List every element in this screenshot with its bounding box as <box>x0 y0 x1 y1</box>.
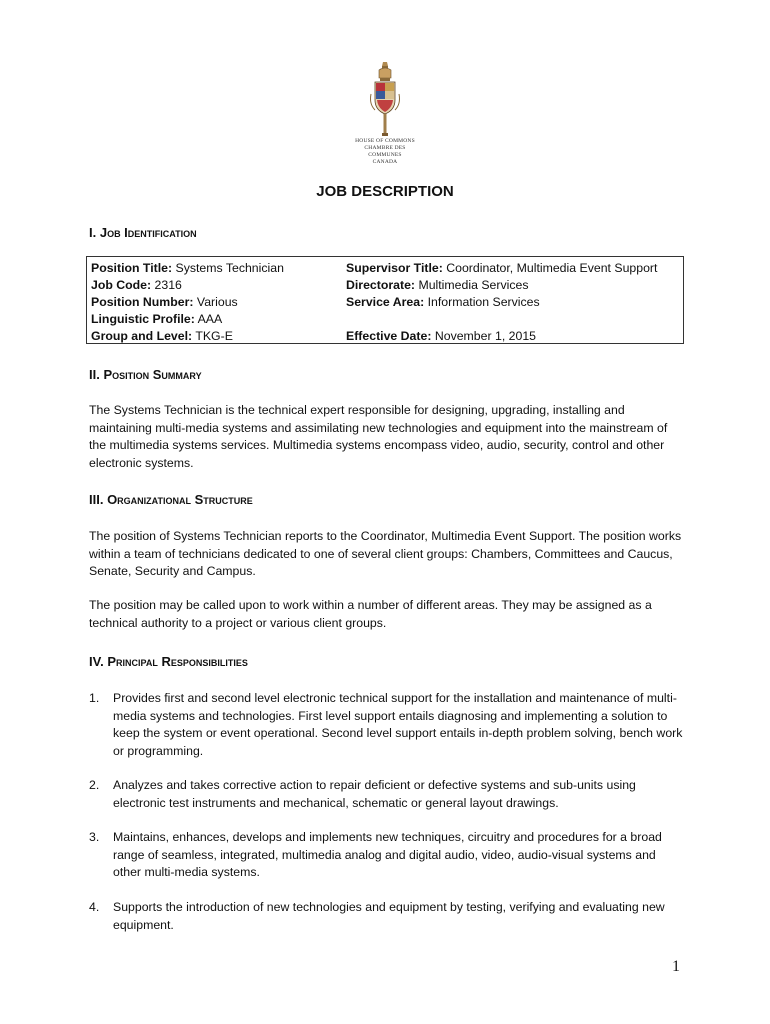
service-area-label: Service Area: <box>346 295 425 309</box>
responsibility-text: Maintains, enhances, develops and implements new techniques, circuitry and procedures for a broad range of seamless, integrated, multimedia analog and digital audio, video, audio-visual systems and other multi-media systems. <box>113 830 662 879</box>
position-title-label: Position Title: <box>91 261 173 275</box>
group-level-value: TKG-E <box>192 329 233 343</box>
group-level-label: Group and Level: <box>91 329 193 343</box>
supervisor-title-value: Coordinator, Multimedia Event Support <box>442 261 658 275</box>
crest-caption-line-2: CHAMBRE DES COMMUNES <box>364 145 406 158</box>
responsibility-number: 2. <box>89 778 100 792</box>
crest-caption-line-1: HOUSE OF COMMONS <box>355 138 415 144</box>
section-number: IV. <box>89 654 108 669</box>
mace-crest-icon <box>365 60 405 138</box>
service-area-value: Information Services <box>424 295 540 309</box>
org-structure-paragraph-1: The position of Systems Technician reports to the Coordinator, Multimedia Event Support. The position works within a team of technicians dedicated to one of several client groups: Chambers, Committees and Caucus, Senate, Security and Campus. <box>89 529 682 578</box>
position-title-row <box>91 261 284 275</box>
responsibility-text: Supports the introduction of new technologies and equipment by testing, verifying and evaluating new equipment. <box>113 900 665 932</box>
linguistic-profile-row <box>91 312 222 326</box>
supervisor-title-row <box>346 261 657 275</box>
section-heading-principal-responsibilities <box>89 654 248 669</box>
responsibility-number: 1. <box>89 691 100 705</box>
supervisor-title-label: Supervisor Title: <box>346 261 443 275</box>
responsibility-text: Provides first and second level electronic technical support for the installation and maintenance of multi-media systems and technologies. First level support entails diagnosing and implementing a solution to keep the system or event operational. Second level support entails in-depth problem solving, bench work or programming. <box>113 691 683 758</box>
job-code-label: Job Code: <box>91 278 152 292</box>
section-name: Job Identification <box>99 225 197 240</box>
house-of-commons-crest <box>350 60 420 170</box>
document-title: JOB DESCRIPTION <box>316 183 454 200</box>
directorate-label: Directorate: <box>346 278 416 292</box>
section-heading-job-identification <box>89 225 197 240</box>
effective-date-value: November 1, 2015 <box>431 329 537 343</box>
responsibility-number: 4. <box>89 900 100 914</box>
responsibility-text: Analyzes and takes corrective action to repair deficient or defective systems and sub-units using electronic test instruments and mechanical, schematic or general layout drawings. <box>113 778 636 810</box>
job-identification-table <box>86 256 684 344</box>
section-heading-position-summary <box>89 367 202 382</box>
section-heading-organizational-structure <box>89 492 253 507</box>
directorate-value: Multimedia Services <box>415 278 529 292</box>
position-number-row <box>91 295 238 309</box>
section-name: Principal Responsibilities <box>107 654 248 669</box>
job-code-value: 2316 <box>151 278 182 292</box>
job-code-row <box>91 278 182 292</box>
position-summary-paragraph: The Systems Technician is the technical expert responsible for designing, upgrading, installing and maintaining multi-media systems and assimilating new technologies and equipment into the mainstream of the multimedia systems services. Multimedia systems encompass video, audio, security, control and other electronic systems. <box>89 403 668 470</box>
section-number: II. <box>89 367 104 382</box>
effective-date-label: Effective Date: <box>346 329 432 343</box>
position-number-label: Position Number: <box>91 295 194 309</box>
crest-caption-line-3: CANADA <box>372 159 398 165</box>
section-number: I. <box>89 225 100 240</box>
page-number: 1 <box>672 958 680 975</box>
crest-caption <box>350 138 420 166</box>
responsibility-number: 3. <box>89 830 100 844</box>
effective-date-row <box>346 329 536 343</box>
linguistic-profile-label: Linguistic Profile: <box>91 312 195 326</box>
org-structure-paragraph-2: The position may be called upon to work within a number of different areas. They may be assigned as a technical authority to a project or various client groups. <box>89 598 652 630</box>
service-area-row <box>346 295 540 309</box>
section-name: Position Summary <box>103 367 202 382</box>
group-level-row <box>91 329 233 343</box>
linguistic-profile-value: AAA <box>194 312 223 326</box>
directorate-row <box>346 278 528 292</box>
section-name: Organizational Structure <box>107 492 253 507</box>
position-title-value: Systems Technician <box>172 261 284 275</box>
section-number: III. <box>89 492 108 507</box>
position-number-value: Various <box>193 295 238 309</box>
